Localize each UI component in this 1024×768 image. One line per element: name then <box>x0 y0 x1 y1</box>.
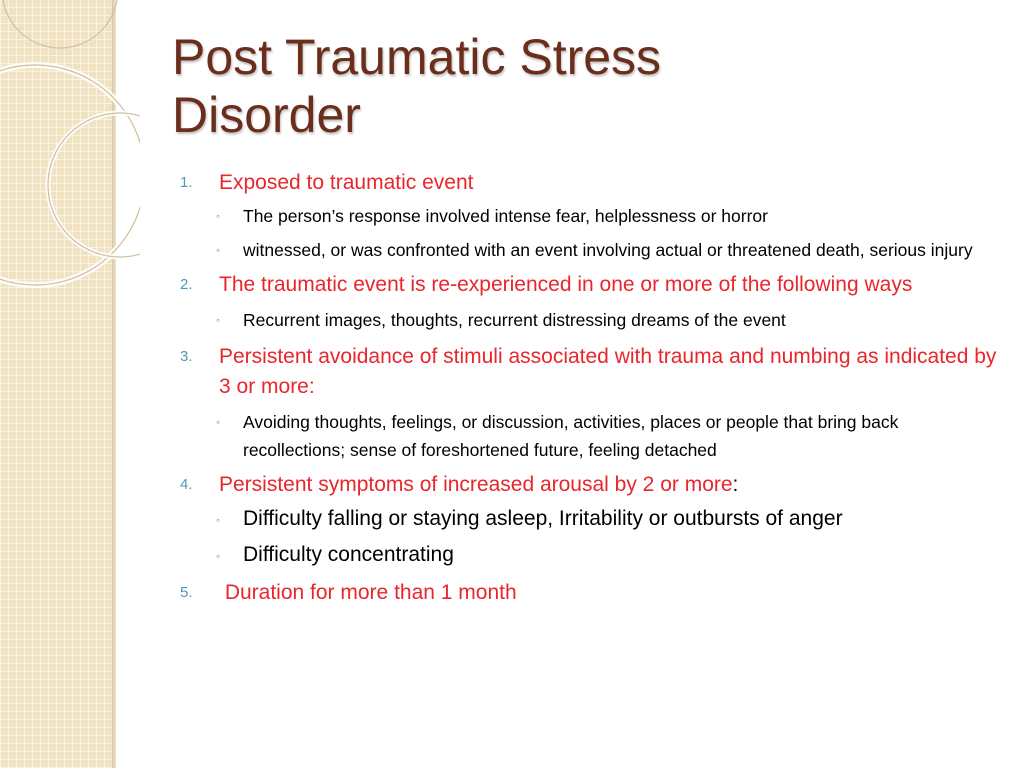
decorative-rings <box>0 0 140 320</box>
bullet-icon: ◦ <box>216 313 221 327</box>
sub-item <box>180 504 1000 534</box>
list-number: 4. <box>180 476 193 493</box>
slide-title <box>172 28 992 144</box>
sub-item-text: Difficulty falling or staying asleep, Irritability or outbursts of anger <box>243 507 843 530</box>
slide-title-line2: Disorder <box>172 87 361 143</box>
bullet-icon: ◦ <box>216 513 221 527</box>
list-item-2 <box>180 270 1000 300</box>
bullet-icon: ◦ <box>216 415 221 429</box>
list-item-text: Exposed to traumatic event <box>219 171 474 194</box>
sub-item <box>180 236 1000 264</box>
list-item-4 <box>180 470 1000 500</box>
list-number: 5. <box>180 584 193 601</box>
list-item-3 <box>180 342 1000 402</box>
sub-item-text: Recurrent images, thoughts, recurrent distressing dreams of the event <box>243 310 786 330</box>
list-item-text-emphasis: Persistent symptoms of increased arousal by 2 or more <box>219 473 733 496</box>
sub-item-text: Difficulty concentrating <box>243 543 454 566</box>
decorative-ring-outer <box>0 65 140 285</box>
bullet-icon: ◦ <box>216 549 221 563</box>
bullet-icon: ◦ <box>216 209 221 223</box>
list-item-text: The traumatic event is re-experienced in one or more of the following ways <box>219 273 913 296</box>
slide-title-line1: Post Traumatic Stress <box>172 29 662 85</box>
decorative-ring-inner <box>0 65 140 285</box>
sub-item <box>180 408 1000 464</box>
list-number: 3. <box>180 348 193 365</box>
list-number: 1. <box>180 174 193 191</box>
bullet-icon: ◦ <box>216 243 221 257</box>
sub-item-text: witnessed, or was confronted with an event involving actual or threatened death, serious injury <box>243 240 973 260</box>
list-item-5 <box>180 578 1000 608</box>
list-item-text <box>219 470 1000 500</box>
list-item-text: Duration for more than 1 month <box>219 581 517 604</box>
sub-item <box>180 540 1000 570</box>
sub-item <box>180 306 1000 334</box>
list-item-1 <box>180 168 1000 198</box>
list-item-text-suffix: : <box>732 473 739 496</box>
numbered-list <box>180 168 1000 608</box>
sub-item-text: The person’s response involved intense fear, helplessness or horror <box>243 206 768 226</box>
list-item-text: Persistent avoidance of stimuli associated with trauma and numbing as indicated by 3 or more: <box>219 345 997 398</box>
sub-item <box>180 202 1000 230</box>
decorative-ring-top <box>2 0 118 48</box>
sub-item-text: Avoiding thoughts, feelings, or discussion, activities, places or people that bring back recollections; sense of foreshortened future, feeling detached <box>243 412 899 460</box>
list-number: 2. <box>180 276 193 293</box>
